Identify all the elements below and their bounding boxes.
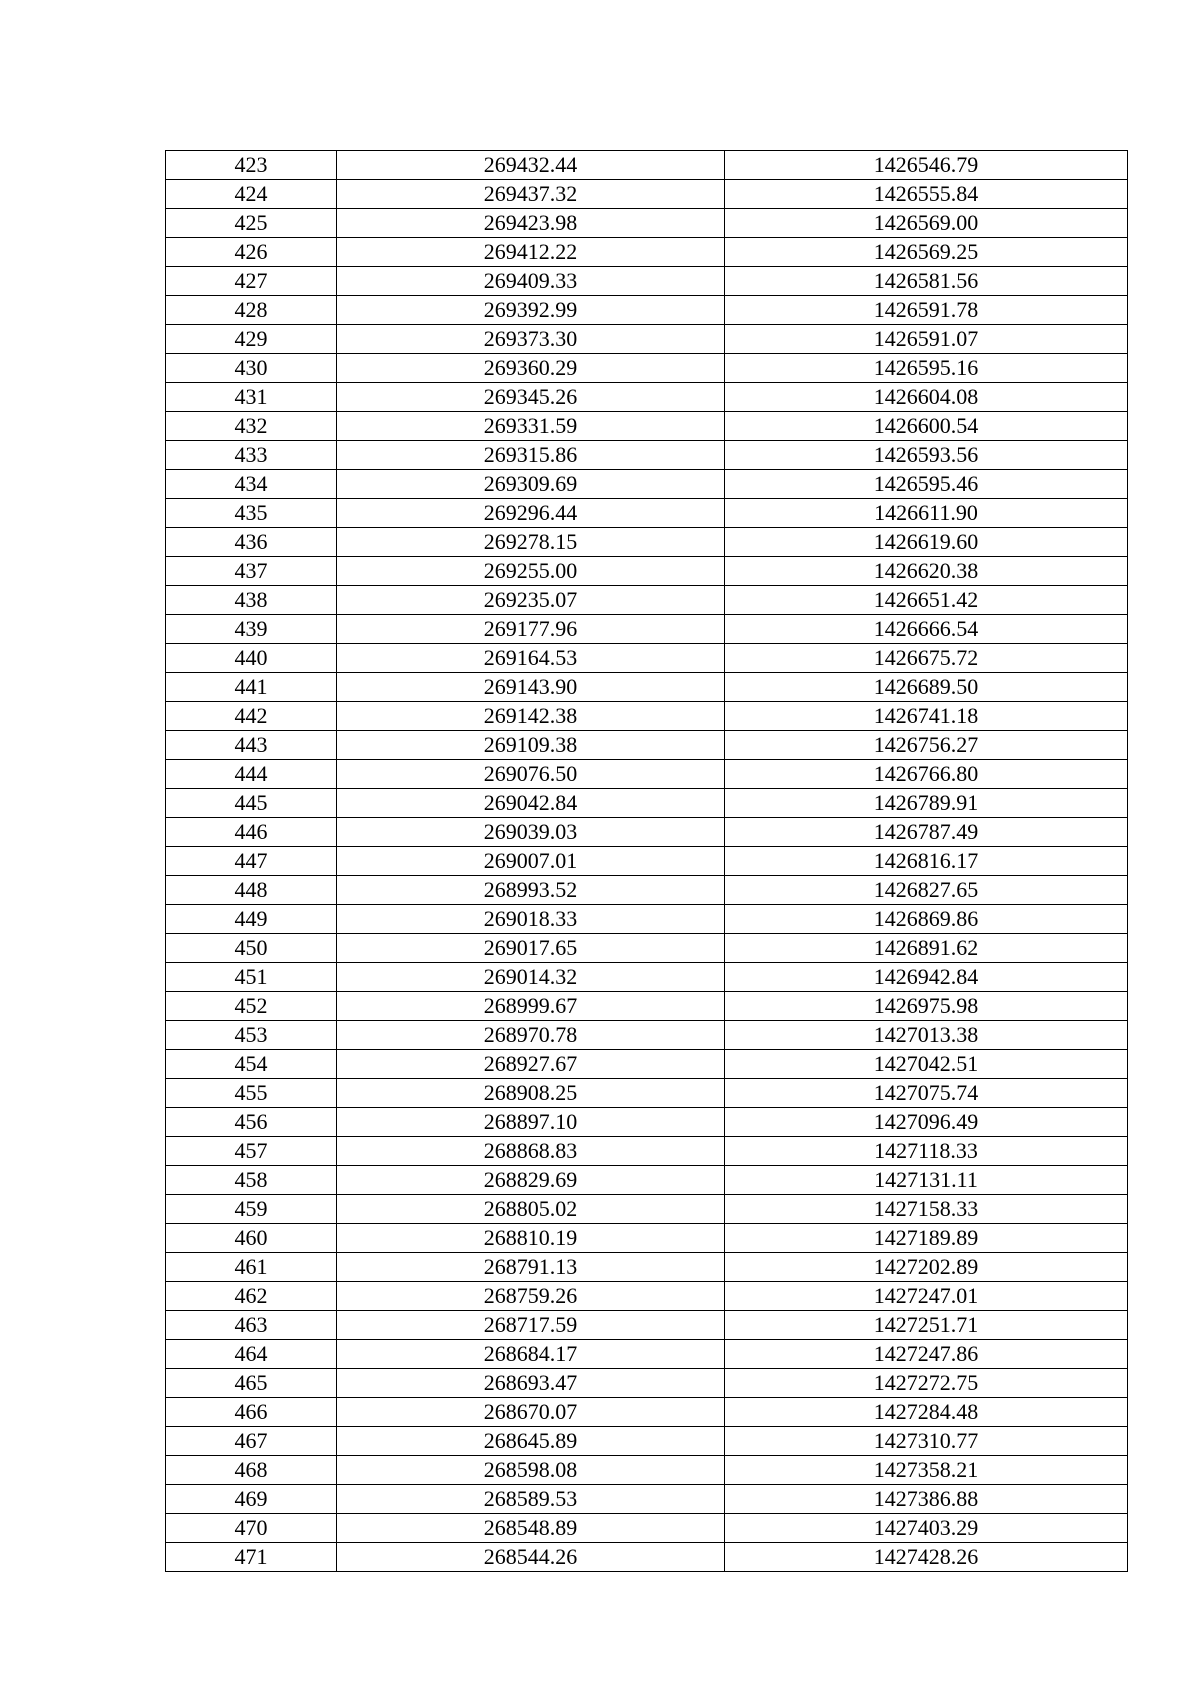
coordinate-table-body [166,151,1128,1572]
x-coordinate-cell: 269076.50 [337,760,725,789]
table-row [166,673,1128,702]
x-coordinate-cell: 268970.78 [337,1021,725,1050]
y-coordinate-cell: 1426581.56 [725,267,1128,296]
x-coordinate-cell: 268999.67 [337,992,725,1021]
y-coordinate-cell: 1426891.62 [725,934,1128,963]
point-number-cell: 451 [166,963,337,992]
point-number-cell: 446 [166,818,337,847]
x-coordinate-cell: 269177.96 [337,615,725,644]
table-row [166,963,1128,992]
x-coordinate-cell: 269331.59 [337,412,725,441]
point-number-cell: 438 [166,586,337,615]
table-row [166,905,1128,934]
point-number-cell: 454 [166,1050,337,1079]
table-row [166,383,1128,412]
y-coordinate-cell: 1427202.89 [725,1253,1128,1282]
x-coordinate-cell: 269007.01 [337,847,725,876]
y-coordinate-cell: 1426666.54 [725,615,1128,644]
x-coordinate-cell: 269432.44 [337,151,725,180]
x-coordinate-cell: 268589.53 [337,1485,725,1514]
x-coordinate-cell: 268598.08 [337,1456,725,1485]
point-number-cell: 463 [166,1311,337,1340]
x-coordinate-cell: 269437.32 [337,180,725,209]
y-coordinate-cell: 1426869.86 [725,905,1128,934]
table-row [166,992,1128,1021]
table-row [166,238,1128,267]
table-row [166,1514,1128,1543]
x-coordinate-cell: 268717.59 [337,1311,725,1340]
point-number-cell: 455 [166,1079,337,1108]
x-coordinate-cell: 268693.47 [337,1369,725,1398]
table-row [166,1427,1128,1456]
table-row [166,180,1128,209]
y-coordinate-cell: 1426604.08 [725,383,1128,412]
table-row [166,876,1128,905]
table-row [166,731,1128,760]
y-coordinate-cell: 1427096.49 [725,1108,1128,1137]
point-number-cell: 453 [166,1021,337,1050]
table-row [166,1050,1128,1079]
point-number-cell: 469 [166,1485,337,1514]
coordinate-table [165,150,1128,1572]
point-number-cell: 432 [166,412,337,441]
point-number-cell: 436 [166,528,337,557]
x-coordinate-cell: 268993.52 [337,876,725,905]
x-coordinate-cell: 269412.22 [337,238,725,267]
point-number-cell: 428 [166,296,337,325]
point-number-cell: 429 [166,325,337,354]
point-number-cell: 462 [166,1282,337,1311]
y-coordinate-cell: 1426569.25 [725,238,1128,267]
table-row [166,499,1128,528]
y-coordinate-cell: 1426816.17 [725,847,1128,876]
table-row [166,1079,1128,1108]
y-coordinate-cell: 1426595.46 [725,470,1128,499]
y-coordinate-cell: 1426975.98 [725,992,1128,1021]
y-coordinate-cell: 1427403.29 [725,1514,1128,1543]
y-coordinate-cell: 1427247.01 [725,1282,1128,1311]
y-coordinate-cell: 1426619.60 [725,528,1128,557]
x-coordinate-cell: 269309.69 [337,470,725,499]
y-coordinate-cell: 1426766.80 [725,760,1128,789]
table-row [166,1224,1128,1253]
table-row [166,354,1128,383]
table-row [166,528,1128,557]
table-row [166,296,1128,325]
y-coordinate-cell: 1426756.27 [725,731,1128,760]
table-row [166,1369,1128,1398]
point-number-cell: 456 [166,1108,337,1137]
x-coordinate-cell: 269423.98 [337,209,725,238]
x-coordinate-cell: 268645.89 [337,1427,725,1456]
x-coordinate-cell: 269014.32 [337,963,725,992]
x-coordinate-cell: 268670.07 [337,1398,725,1427]
y-coordinate-cell: 1426591.78 [725,296,1128,325]
table-row [166,702,1128,731]
y-coordinate-cell: 1427247.86 [725,1340,1128,1369]
table-row [166,325,1128,354]
table-row [166,644,1128,673]
table-row [166,151,1128,180]
point-number-cell: 442 [166,702,337,731]
point-number-cell: 430 [166,354,337,383]
point-number-cell: 467 [166,1427,337,1456]
y-coordinate-cell: 1426942.84 [725,963,1128,992]
point-number-cell: 441 [166,673,337,702]
y-coordinate-cell: 1427118.33 [725,1137,1128,1166]
x-coordinate-cell: 269142.38 [337,702,725,731]
y-coordinate-cell: 1426591.07 [725,325,1128,354]
x-coordinate-cell: 269345.26 [337,383,725,412]
y-coordinate-cell: 1427251.71 [725,1311,1128,1340]
point-number-cell: 445 [166,789,337,818]
point-number-cell: 457 [166,1137,337,1166]
x-coordinate-cell: 268897.10 [337,1108,725,1137]
x-coordinate-cell: 269409.33 [337,267,725,296]
x-coordinate-cell: 269143.90 [337,673,725,702]
x-coordinate-cell: 268908.25 [337,1079,725,1108]
y-coordinate-cell: 1426620.38 [725,557,1128,586]
y-coordinate-cell: 1426787.49 [725,818,1128,847]
point-number-cell: 424 [166,180,337,209]
y-coordinate-cell: 1426546.79 [725,151,1128,180]
table-row [166,1456,1128,1485]
x-coordinate-cell: 269278.15 [337,528,725,557]
table-row [166,934,1128,963]
y-coordinate-cell: 1427272.75 [725,1369,1128,1398]
table-row [166,1021,1128,1050]
table-row [166,1282,1128,1311]
x-coordinate-cell: 269296.44 [337,499,725,528]
table-row [166,1137,1128,1166]
x-coordinate-cell: 269235.07 [337,586,725,615]
y-coordinate-cell: 1426689.50 [725,673,1128,702]
y-coordinate-cell: 1426555.84 [725,180,1128,209]
x-coordinate-cell: 269255.00 [337,557,725,586]
table-row [166,1108,1128,1137]
point-number-cell: 443 [166,731,337,760]
y-coordinate-cell: 1427158.33 [725,1195,1128,1224]
point-number-cell: 439 [166,615,337,644]
point-number-cell: 465 [166,1369,337,1398]
x-coordinate-cell: 268791.13 [337,1253,725,1282]
y-coordinate-cell: 1427075.74 [725,1079,1128,1108]
point-number-cell: 461 [166,1253,337,1282]
point-number-cell: 448 [166,876,337,905]
y-coordinate-cell: 1426651.42 [725,586,1128,615]
point-number-cell: 435 [166,499,337,528]
x-coordinate-cell: 268684.17 [337,1340,725,1369]
y-coordinate-cell: 1426789.91 [725,789,1128,818]
table-row [166,441,1128,470]
y-coordinate-cell: 1427284.48 [725,1398,1128,1427]
x-coordinate-cell: 268868.83 [337,1137,725,1166]
point-number-cell: 464 [166,1340,337,1369]
table-row [166,760,1128,789]
point-number-cell: 434 [166,470,337,499]
table-row [166,1166,1128,1195]
y-coordinate-cell: 1426611.90 [725,499,1128,528]
y-coordinate-cell: 1426593.56 [725,441,1128,470]
x-coordinate-cell: 268759.26 [337,1282,725,1311]
y-coordinate-cell: 1426595.16 [725,354,1128,383]
y-coordinate-cell: 1426827.65 [725,876,1128,905]
point-number-cell: 444 [166,760,337,789]
point-number-cell: 450 [166,934,337,963]
table-row [166,847,1128,876]
y-coordinate-cell: 1427310.77 [725,1427,1128,1456]
point-number-cell: 431 [166,383,337,412]
y-coordinate-cell: 1427358.21 [725,1456,1128,1485]
point-number-cell: 433 [166,441,337,470]
point-number-cell: 452 [166,992,337,1021]
point-number-cell: 447 [166,847,337,876]
y-coordinate-cell: 1427386.88 [725,1485,1128,1514]
point-number-cell: 460 [166,1224,337,1253]
table-row [166,1543,1128,1572]
point-number-cell: 466 [166,1398,337,1427]
table-row [166,586,1128,615]
x-coordinate-cell: 269017.65 [337,934,725,963]
table-row [166,267,1128,296]
point-number-cell: 468 [166,1456,337,1485]
x-coordinate-cell: 269360.29 [337,354,725,383]
x-coordinate-cell: 268544.26 [337,1543,725,1572]
table-row [166,209,1128,238]
y-coordinate-cell: 1426600.54 [725,412,1128,441]
point-number-cell: 427 [166,267,337,296]
x-coordinate-cell: 269039.03 [337,818,725,847]
x-coordinate-cell: 268810.19 [337,1224,725,1253]
table-row [166,1340,1128,1369]
y-coordinate-cell: 1427042.51 [725,1050,1128,1079]
y-coordinate-cell: 1427189.89 [725,1224,1128,1253]
table-row [166,557,1128,586]
table-row [166,1485,1128,1514]
x-coordinate-cell: 269164.53 [337,644,725,673]
table-row [166,470,1128,499]
x-coordinate-cell: 269018.33 [337,905,725,934]
table-row [166,1195,1128,1224]
point-number-cell: 449 [166,905,337,934]
table-row [166,1253,1128,1282]
table-row [166,818,1128,847]
table-row [166,1311,1128,1340]
x-coordinate-cell: 269373.30 [337,325,725,354]
point-number-cell: 470 [166,1514,337,1543]
y-coordinate-cell: 1427428.26 [725,1543,1128,1572]
x-coordinate-cell: 268805.02 [337,1195,725,1224]
x-coordinate-cell: 268829.69 [337,1166,725,1195]
point-number-cell: 437 [166,557,337,586]
x-coordinate-cell: 269315.86 [337,441,725,470]
y-coordinate-cell: 1426569.00 [725,209,1128,238]
table-row [166,412,1128,441]
x-coordinate-cell: 269042.84 [337,789,725,818]
y-coordinate-cell: 1426741.18 [725,702,1128,731]
y-coordinate-cell: 1427013.38 [725,1021,1128,1050]
point-number-cell: 440 [166,644,337,673]
y-coordinate-cell: 1427131.11 [725,1166,1128,1195]
x-coordinate-cell: 269109.38 [337,731,725,760]
point-number-cell: 426 [166,238,337,267]
table-row [166,615,1128,644]
x-coordinate-cell: 268548.89 [337,1514,725,1543]
table-row [166,789,1128,818]
point-number-cell: 423 [166,151,337,180]
x-coordinate-cell: 269392.99 [337,296,725,325]
point-number-cell: 471 [166,1543,337,1572]
point-number-cell: 459 [166,1195,337,1224]
point-number-cell: 458 [166,1166,337,1195]
y-coordinate-cell: 1426675.72 [725,644,1128,673]
x-coordinate-cell: 268927.67 [337,1050,725,1079]
table-row [166,1398,1128,1427]
point-number-cell: 425 [166,209,337,238]
